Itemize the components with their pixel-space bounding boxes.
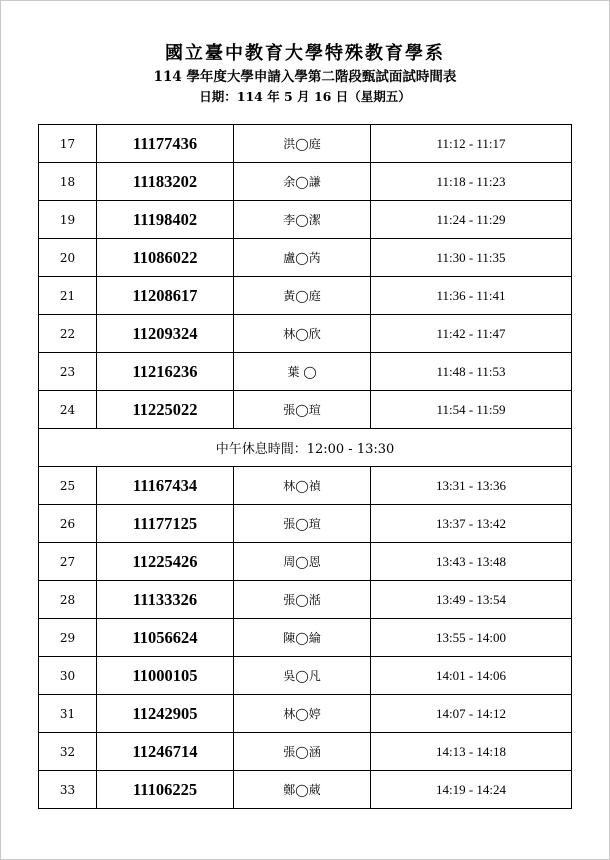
row-number: 18 <box>39 163 97 201</box>
applicant-name: 葉 ◯ <box>234 353 371 391</box>
applicant-name: 林◯禎 <box>234 467 371 505</box>
interview-time: 11:30 - 11:35 <box>371 239 572 277</box>
applicant-id: 11208617 <box>97 277 234 315</box>
document-header <box>0 42 610 107</box>
applicant-name: 陳◯綸 <box>234 619 371 657</box>
row-number: 26 <box>39 505 97 543</box>
row-number: 33 <box>39 771 97 809</box>
table-row <box>39 201 572 239</box>
schedule-break <box>39 429 572 467</box>
table-row <box>39 543 572 581</box>
page-subtitle: 114 學年度大學申請入學第二階段甄試面試時間表 <box>153 69 457 85</box>
interview-time: 14:13 - 14:18 <box>371 733 572 771</box>
applicant-name: 張◯瑄 <box>234 505 371 543</box>
applicant-id: 11183202 <box>97 163 234 201</box>
applicant-name: 鄭◯葳 <box>234 771 371 809</box>
applicant-name: 黃◯庭 <box>234 277 371 315</box>
applicant-name: 張◯涵 <box>234 733 371 771</box>
table-row <box>39 657 572 695</box>
applicant-id: 11198402 <box>97 201 234 239</box>
applicant-id: 11167434 <box>97 467 234 505</box>
interview-time: 14:19 - 14:24 <box>371 771 572 809</box>
applicant-name: 林◯欣 <box>234 315 371 353</box>
table-row <box>39 771 572 809</box>
row-number: 25 <box>39 467 97 505</box>
applicant-id: 11177436 <box>97 125 234 163</box>
table-row <box>39 505 572 543</box>
applicant-id: 11133326 <box>97 581 234 619</box>
interview-time: 11:18 - 11:23 <box>371 163 572 201</box>
schedule-morning <box>39 125 572 429</box>
row-number: 27 <box>39 543 97 581</box>
row-number: 22 <box>39 315 97 353</box>
applicant-id: 11242905 <box>97 695 234 733</box>
row-number: 29 <box>39 619 97 657</box>
table-row <box>39 239 572 277</box>
interview-time: 11:24 - 11:29 <box>371 201 572 239</box>
applicant-id: 11209324 <box>97 315 234 353</box>
schedule-table <box>38 124 572 809</box>
table-row <box>39 581 572 619</box>
applicant-name: 張◯湉 <box>234 581 371 619</box>
page-title: 國立臺中教育大學特殊教育學系 <box>165 43 445 64</box>
interview-time: 13:43 - 13:48 <box>371 543 572 581</box>
applicant-id: 11225022 <box>97 391 234 429</box>
interview-time: 11:12 - 11:17 <box>371 125 572 163</box>
row-number: 24 <box>39 391 97 429</box>
table-row <box>39 353 572 391</box>
interview-time: 13:55 - 14:00 <box>371 619 572 657</box>
table-row <box>39 391 572 429</box>
applicant-name: 盧◯芮 <box>234 239 371 277</box>
interview-time: 11:48 - 11:53 <box>371 353 572 391</box>
table-row <box>39 733 572 771</box>
applicant-name: 林◯婷 <box>234 695 371 733</box>
applicant-name: 張◯瑄 <box>234 391 371 429</box>
applicant-name: 李◯潔 <box>234 201 371 239</box>
row-number: 23 <box>39 353 97 391</box>
interview-time: 11:54 - 11:59 <box>371 391 572 429</box>
lunch-break-text: 中午休息時間：12:00 - 13:30 <box>39 429 572 467</box>
lunch-break-row <box>39 429 572 467</box>
interview-time: 11:42 - 11:47 <box>371 315 572 353</box>
table-row <box>39 277 572 315</box>
table-row <box>39 467 572 505</box>
row-number: 32 <box>39 733 97 771</box>
row-number: 17 <box>39 125 97 163</box>
row-number: 28 <box>39 581 97 619</box>
applicant-id: 11000105 <box>97 657 234 695</box>
applicant-name: 洪◯庭 <box>234 125 371 163</box>
interview-time: 13:49 - 13:54 <box>371 581 572 619</box>
table-row <box>39 695 572 733</box>
row-number: 20 <box>39 239 97 277</box>
table-row <box>39 315 572 353</box>
applicant-id: 11216236 <box>97 353 234 391</box>
interview-time: 14:01 - 14:06 <box>371 657 572 695</box>
table-row <box>39 619 572 657</box>
row-number: 31 <box>39 695 97 733</box>
applicant-id: 11086022 <box>97 239 234 277</box>
applicant-id: 11225426 <box>97 543 234 581</box>
applicant-name: 周◯恩 <box>234 543 371 581</box>
table-row <box>39 163 572 201</box>
row-number: 30 <box>39 657 97 695</box>
applicant-id: 11246714 <box>97 733 234 771</box>
table-row <box>39 125 572 163</box>
interview-time: 11:36 - 11:41 <box>371 277 572 315</box>
applicant-id: 11177125 <box>97 505 234 543</box>
interview-time: 14:07 - 14:12 <box>371 695 572 733</box>
applicant-name: 吳◯凡 <box>234 657 371 695</box>
schedule-afternoon <box>39 467 572 809</box>
interview-date: 日期：114 年 5 月 16 日（星期五） <box>199 89 411 104</box>
applicant-id: 11056624 <box>97 619 234 657</box>
interview-time: 13:31 - 13:36 <box>371 467 572 505</box>
interview-time: 13:37 - 13:42 <box>371 505 572 543</box>
applicant-name: 余◯謙 <box>234 163 371 201</box>
row-number: 21 <box>39 277 97 315</box>
applicant-id: 11106225 <box>97 771 234 809</box>
row-number: 19 <box>39 201 97 239</box>
